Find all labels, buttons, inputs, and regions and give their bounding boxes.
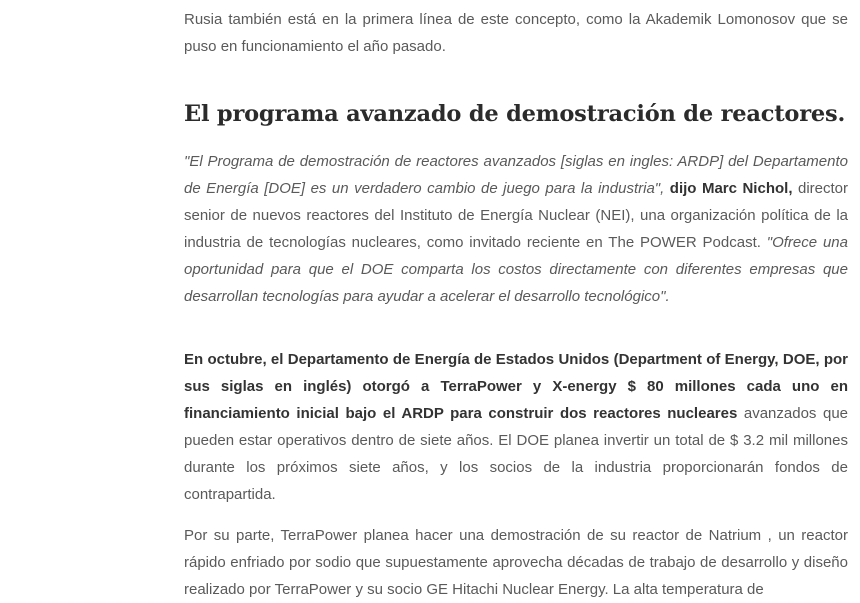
- funding-rest-text: avanzados que pueden estar operativos dentro de siete años. El DOE planea invertir un total de $ 3.2 mil millones durante los próximos siete años, y los socios de la industria proporcionarán fondos de contrapartida.: [184, 405, 848, 503]
- terrapower-paragraph: Por su parte, TerraPower planea hacer una demostración de su reactor de Natrium , un reactor rápido enfriado por sodio que supuestamente aprovecha décadas de trabajo de desarrollo y diseño realizado por TerraPower y su socio GE Hitachi Nuclear Energy. La alta temperatura de: [184, 527, 848, 598]
- quote-closing: "Ofrece una oportunidad para que el DOE comparta los costos directamente con diferentes empresas que desarrollan tecnologías para ayudar a acelerar el desarrollo tecnológico".: [184, 234, 848, 305]
- speaker-description: director senior de nuevos reactores del Instituto de Energía Nuclear (NEI), una organización política de la industria de tecnologías nucleares, como invitado reciente en The POWER Podcast.: [184, 180, 849, 251]
- quote-opening: "El Programa de demostración de reactores avanzados [siglas en ingles: ARDP] del Departamento de Energía [DOE] es un verdadero cambio de juego para la industria",: [184, 153, 848, 197]
- section-heading: El programa avanzado de demostración de reactores.: [184, 101, 846, 127]
- funding-bold-text: En octubre, el Departamento de Energía de Estados Unidos (Department of Energy, DOE, por sus siglas en inglés) otorgó a TerraPower y X-energy $ 80 millones cada uno en financiamiento inicial bajo el ARDP para construir dos reactores nucleares: [184, 351, 848, 422]
- speaker-name: dijo Marc Nichol,: [669, 180, 793, 197]
- quote-paragraph: [184, 148, 848, 310]
- funding-paragraph: [184, 346, 848, 508]
- intro-paragraph: Rusia también está en la primera línea de este concepto, como la Akademik Lomonosov que se puso en funcionamiento el año pasado.: [184, 11, 848, 55]
